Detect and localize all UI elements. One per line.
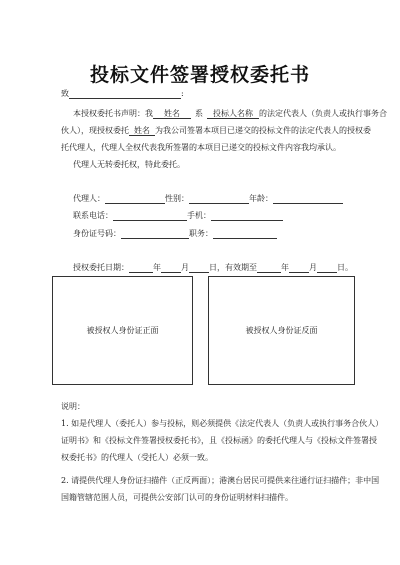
body-line-3: 托代理人，代理人全权代表我所签署的本项目已递交的投标文件内容我均承认。	[61, 143, 341, 152]
valid-until-label: 日，有效期至	[209, 263, 257, 272]
body-line-2	[61, 125, 371, 136]
id-front-label: 被授权人身份证正面	[86, 326, 159, 335]
addressee-line	[61, 88, 184, 99]
age-label: 年龄：	[249, 194, 273, 203]
date-row	[73, 262, 353, 273]
id-row	[73, 228, 277, 239]
phone-label: 联系电话：	[73, 211, 113, 220]
position-input[interactable]	[213, 228, 277, 239]
body-line-1	[73, 108, 387, 119]
agent-row	[73, 193, 343, 204]
body-text: 伙人），现授权委托	[61, 126, 129, 135]
start-year-input[interactable]	[129, 262, 153, 273]
age-input[interactable]	[273, 193, 343, 204]
id-back-box[interactable]	[208, 276, 355, 385]
phone-input[interactable]	[113, 210, 187, 221]
agent-name-blank[interactable]: 姓名	[129, 125, 155, 136]
notes-heading: 说明：	[61, 402, 85, 411]
mobile-input[interactable]	[211, 210, 283, 221]
note-1-line-3: 权委托书》的代理人（受托人）必须一致。	[61, 453, 213, 462]
id-number-label: 身份证号码：	[73, 229, 121, 238]
bidder-name-blank[interactable]: 投标人名称	[207, 108, 259, 119]
body-text: 系	[195, 109, 203, 118]
addressee-blank[interactable]	[69, 88, 181, 99]
body-text: 本授权委托书声明：我	[73, 109, 153, 118]
body-text: 为我公司签署本项目已递交的投标文件的法定代表人的授权委	[155, 126, 371, 135]
id-front-box[interactable]	[52, 276, 193, 385]
agent-label: 代理人：	[73, 194, 105, 203]
body-text: 的法定代表人（负责人或执行事务合	[259, 109, 387, 118]
start-month-input[interactable]	[161, 262, 181, 273]
note-2-line-1: 2. 请提供代理人身份证扫描件（正反两面）；港澳台居民可提供来往通行证扫描件；非中国	[61, 476, 380, 485]
mobile-label: 手机：	[187, 211, 211, 220]
declarant-name-blank[interactable]: 姓名	[153, 108, 191, 119]
body-line-4: 代理人无转委托权，特此委托。	[73, 160, 185, 169]
date-label: 授权委托日期：	[73, 263, 129, 272]
position-label: 职务：	[189, 229, 213, 238]
agent-input[interactable]	[105, 193, 165, 204]
end-year-input[interactable]	[257, 262, 281, 273]
note-1-line-2: 证明书》和《投标文件签署授权委托书》，且《投标函》的委托代理人与《投标文件签署授	[61, 436, 377, 445]
month-label: 月	[309, 263, 317, 272]
end-month-input[interactable]	[289, 262, 309, 273]
end-day-input[interactable]	[317, 262, 337, 273]
addressee-prefix: 致	[61, 89, 69, 98]
phone-row	[73, 210, 283, 221]
note-1-line-1: 1. 如是代理人（委托人）参与投标，则必须提供《法定代表人（负责人或执行事务合伙人）	[61, 419, 384, 428]
gender-label: 性别：	[165, 194, 189, 203]
addressee-suffix: :	[181, 89, 184, 98]
id-number-input[interactable]	[121, 228, 189, 239]
document-title: 投标文件签署授权委托书	[89, 64, 310, 86]
note-2-line-2: 国籍管辖范围人员，可提供公安部门认可的身份证明材料扫描件。	[61, 493, 293, 502]
year-label: 年	[281, 263, 289, 272]
gender-input[interactable]	[189, 193, 249, 204]
month-label: 月	[181, 263, 189, 272]
year-label: 年	[153, 263, 161, 272]
start-day-input[interactable]	[189, 262, 209, 273]
day-label: 日。	[337, 263, 353, 272]
id-back-label: 被授权人身份证反面	[245, 326, 318, 335]
